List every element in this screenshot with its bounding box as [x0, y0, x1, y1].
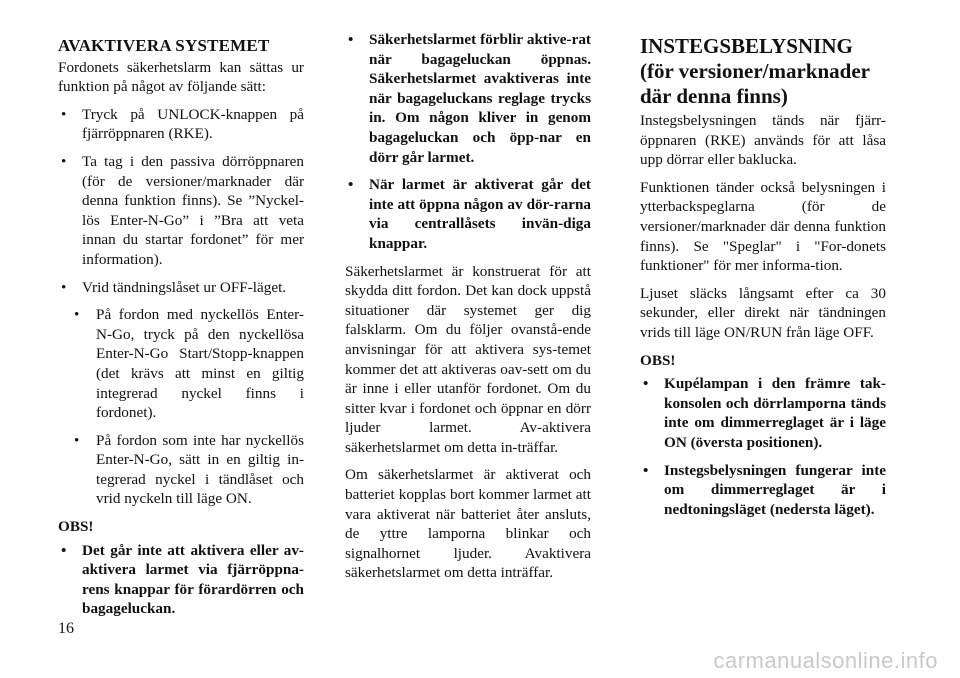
- obs-list: [58, 541, 304, 619]
- section-heading-instegsbelysning: INSTEGSBELYSNING (för versioner/marknader där denna finns): [640, 34, 870, 108]
- column-middle: [345, 30, 591, 591]
- warning-item: • När larmet är aktiverat går det inte att öppna någon av dör-rarna via centrallåsets invän-diga knappar.: [345, 175, 591, 253]
- body-paragraph: Säkerhetslarmet är konstruerat för att skydda ditt fordon. Det kan dock uppstå situationer där systemet ger dig falsklarm. Om du följer ovanstå-ende anvisningar för att aktivera sys-temet kommer det att aktiveras oav-sett om du är inne i eller utanför fordonet. Om du sitter kvar i fordonet och öppnar en dörr ljuder larmet. Av-aktivera säkerhetslarmet om detta in-träffar.: [345, 262, 591, 456]
- warning-item: • Säkerhetslarmet förblir aktive-rat när bagageluckan öppnas. Säkerhetslarmet avaktiveras inte när bagageluckans reglage trycks in. Om någon kliver in genom bagageluckan och öpp-nar en dörr går larmet.: [345, 30, 591, 167]
- sub-list-item: • På fordon som inte har nyckellös Enter-N-Go, sätt in en giltig in-tegrerad nyckel i tändlåset och vrid nyckeln till läge ON.: [58, 431, 304, 509]
- obs-item: • Kupélampan i den främre tak-konsolen och dörrlamporna tänds inte om dimmerreglaget är i läge ON (översta positionen).: [640, 374, 886, 452]
- obs-list: [640, 374, 886, 519]
- obs-item: • Det går inte att aktivera eller av-aktivera larmet via fjärröppna-rens knappar för förardörren och bagageluckan.: [58, 541, 304, 619]
- ignition-sub-list: [58, 305, 304, 509]
- body-paragraph: Instegsbelysningen tänds när fjärr-öppnaren (RKE) används för att låsa upp dörrar eller baklucka.: [640, 112, 886, 169]
- intro-paragraph: Fordonets säkerhetslarm kan sättas ur funktion på något av följande sätt:: [58, 58, 304, 96]
- deactivation-list: [58, 105, 304, 297]
- list-item: • Tryck på UNLOCK-knappen på fjärröppnaren (RKE).: [58, 105, 304, 144]
- body-paragraph: Om säkerhetslarmet är aktiverat och batteriet kopplas bort kommer larmet att vara aktiverat när batteriet åter ansluts, de yttre lamporna blinkar och signalhornet ljuder. Avaktivera säkerhetslarmet om detta inträffar.: [345, 466, 591, 582]
- body-paragraph: Funktionen tänder också belysningen i ytterbackspeglarna (för de versioner/marknader där denna funktion finns). Se "Speglar" i "For-donets funktioner" för mer informa-tion.: [640, 178, 886, 275]
- obs-item: • Instegsbelysningen fungerar inte om dimmerreglaget är i nedtoningsläget (nedersta läget).: [640, 461, 886, 520]
- obs-label: OBS!: [640, 351, 676, 369]
- warning-list: [345, 30, 591, 254]
- watermark: carmanualsonline.info: [713, 648, 938, 673]
- section-heading-avaktivera: AVAKTIVERA SYSTEMET: [58, 36, 270, 55]
- list-item: • Ta tag i den passiva dörröppnaren (för de versioner/marknader där denna funktion finns). Se ”Nyckel-lös Enter-N-Go” i ”Bra att veta innan du startar fordonet” för mer information).: [58, 152, 304, 270]
- column-right: [640, 30, 886, 527]
- page-number: 16: [58, 620, 74, 637]
- sub-list-item: • På fordon med nyckellös Enter-N-Go, tryck på den nyckellösa Enter-N-Go Start/Stopp-knappen (det krävs att minst en giltig integrerad nyckel finns i fordonet).: [58, 305, 304, 423]
- column-left: [58, 30, 304, 627]
- list-item: • Vrid tändningslåset ur OFF-läget.: [58, 278, 304, 298]
- body-paragraph: Ljuset släcks långsamt efter ca 30 sekunder, eller direkt när tändningen vrids till läge ON/RUN från läge OFF.: [640, 284, 886, 341]
- obs-label: OBS!: [58, 518, 94, 536]
